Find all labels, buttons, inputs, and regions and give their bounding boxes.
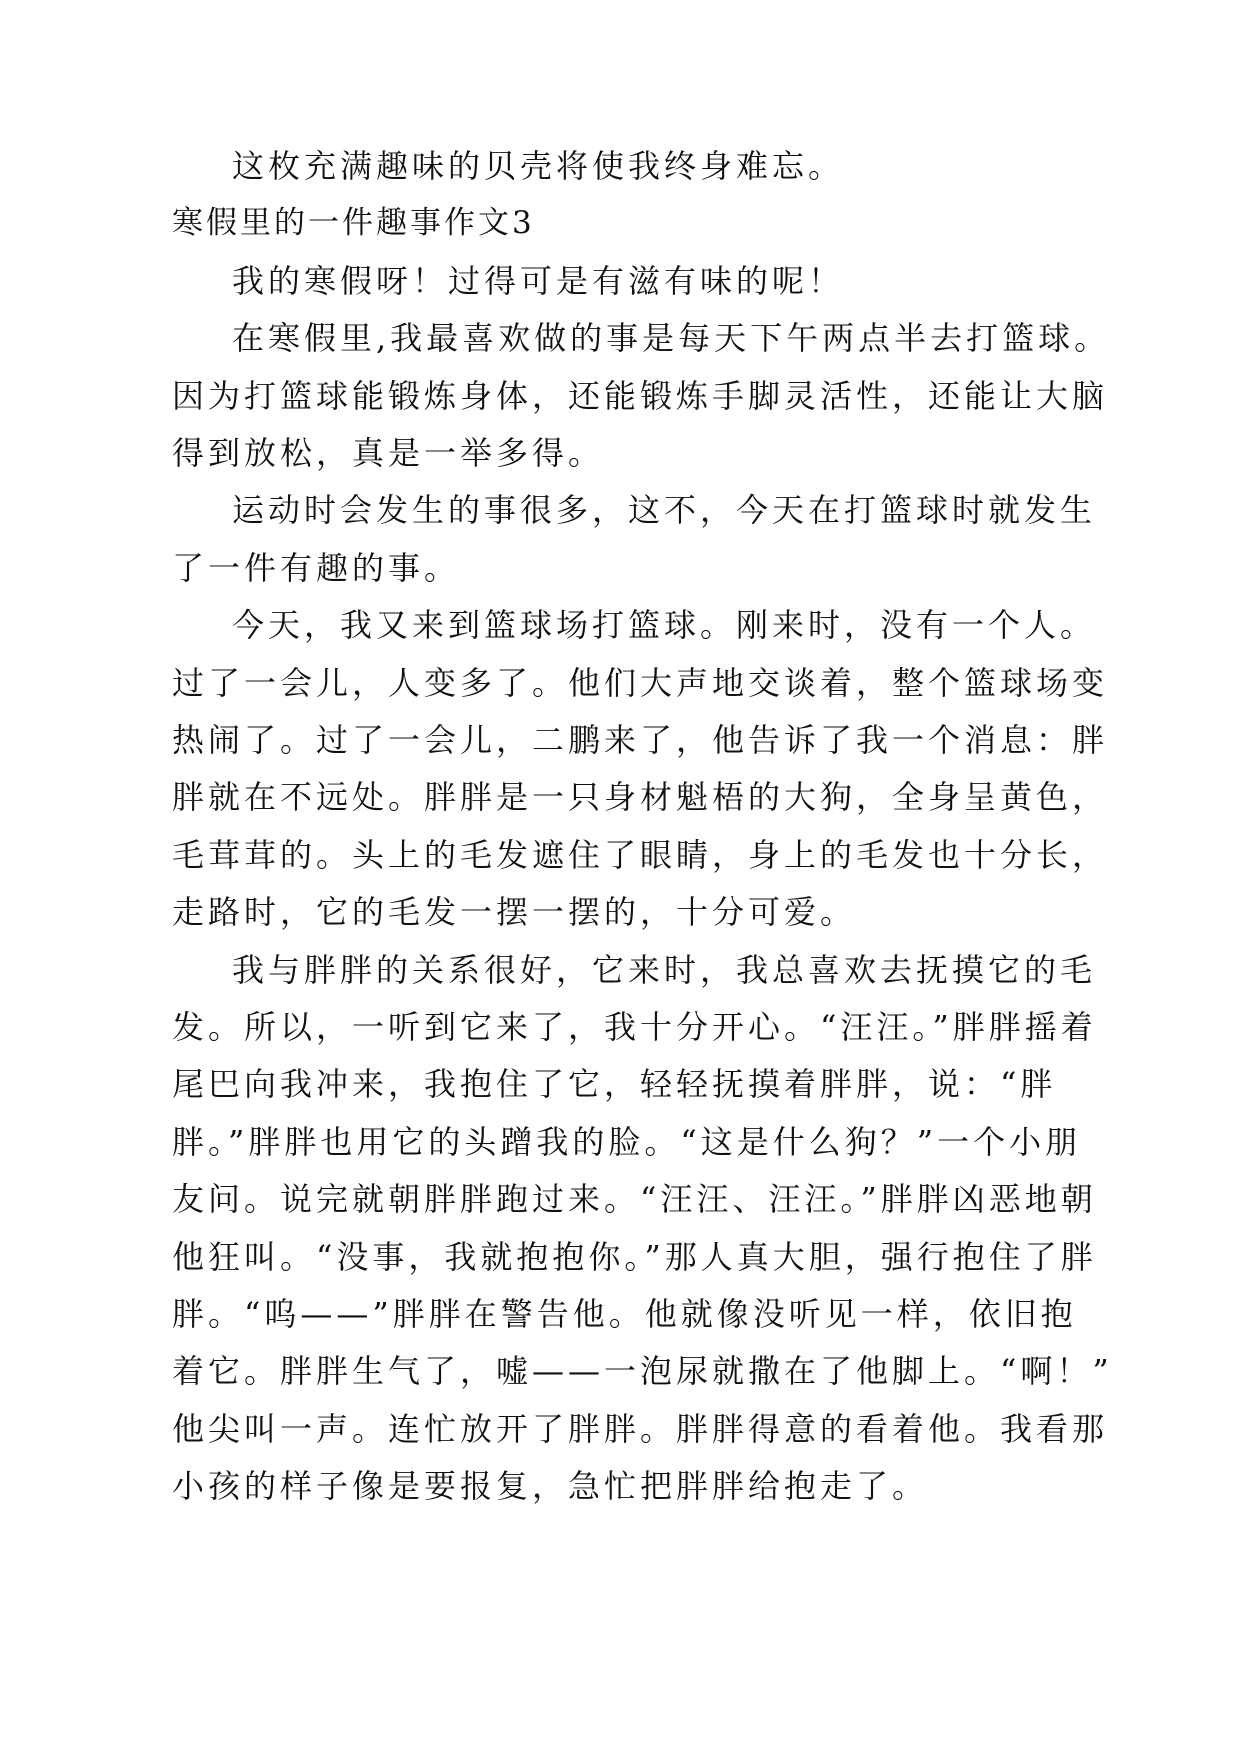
text-line: 在寒假里,我最喜欢做的事是每天下午两点半去打篮球。 <box>232 319 1111 357</box>
text-line: 他尖叫一声。连忙放开了胖胖。胖胖得意的看着他。我看那 <box>172 1410 1109 1448</box>
text-line: 今天，我又来到篮球场打篮球。刚来时，没有一个人。 <box>232 606 1097 644</box>
text-line: 热闹了。过了一会儿，二鹏来了，他告诉了我一个消息：胖 <box>172 721 1109 759</box>
text-line: 走路时，它的毛发一摆一摆的，十分可爱。 <box>172 893 857 931</box>
text-line: 友问。说完就朝胖胖跑过来。“汪汪、汪汪。”胖胖凶恶地朝 <box>172 1180 1097 1218</box>
text-line: 他狂叫。“没事，我就抱抱你。”那人真大胆，强行抱住了胖 <box>172 1238 1097 1276</box>
text-line: 过了一会儿，人变多了。他们大声地交谈着，整个篮球场变 <box>172 664 1109 702</box>
text-line: 这枚充满趣味的贝壳将使我终身难忘。 <box>232 147 845 185</box>
text-line: 胖就在不远处。胖胖是一只身材魁梧的大狗，全身呈黄色， <box>172 778 1109 816</box>
text-line: 毛茸茸的。头上的毛发遮住了眼睛，身上的毛发也十分长， <box>172 836 1109 874</box>
text-line: 尾巴向我冲来，我抱住了它，轻轻抚摸着胖胖，说：“胖 <box>172 1065 1057 1103</box>
text-line: 胖。”胖胖也用它的头蹭我的脸。“这是什么狗？”一个小朋 <box>172 1123 1082 1161</box>
text-line: 因为打篮球能锻炼身体，还能锻炼手脚灵活性，还能让大脑 <box>172 377 1109 415</box>
text-line: 我与胖胖的关系很好，它来时，我总喜欢去抚摸它的毛 <box>232 951 1097 989</box>
text-line: 胖。“呜——”胖胖在警告他。他就像没听见一样，依旧抱 <box>172 1295 1077 1333</box>
text-line: 了一件有趣的事。 <box>172 549 461 587</box>
text-line: 我的寒假呀！过得可是有滋有味的呢！ <box>232 262 845 300</box>
text-line: 运动时会发生的事很多，这不，今天在打篮球时就发生 <box>232 491 1097 529</box>
text-line: 着它。胖胖生气了，嘘——一泡尿就撒在了他脚上。“啊！” <box>172 1352 1113 1390</box>
text-line: 发。所以，一听到它来了，我十分开心。“汪汪。”胖胖摇着 <box>172 1008 1097 1046</box>
text-line: 得到放松，真是一举多得。 <box>172 434 605 472</box>
text-line: 小孩的样子像是要报复，急忙把胖胖给抱走了。 <box>172 1467 929 1505</box>
document-heading: 寒假里的一件趣事作文3 <box>172 205 535 241</box>
